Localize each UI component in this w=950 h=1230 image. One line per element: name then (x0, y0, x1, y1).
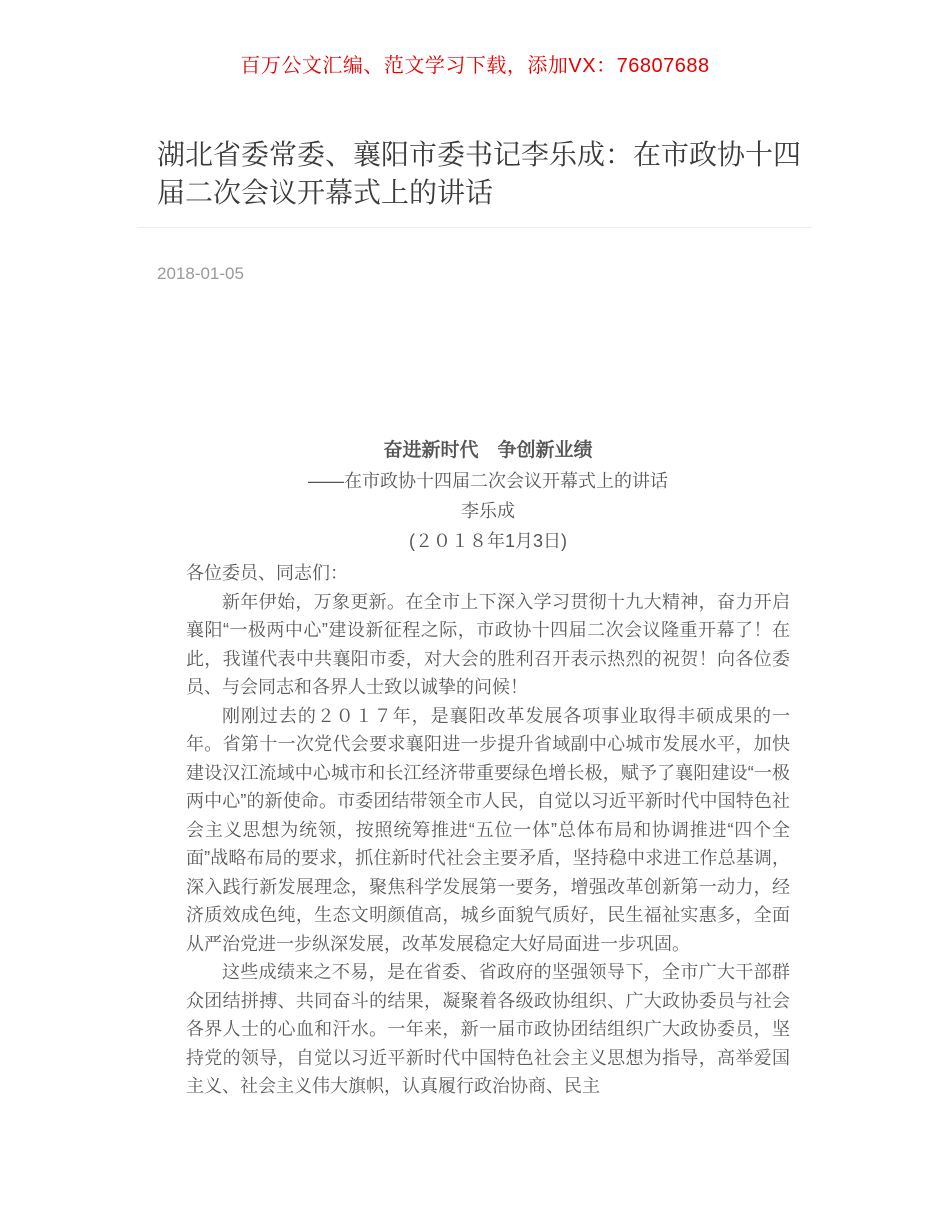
speech-heading: 奋进新时代 争创新业绩 (383, 440, 593, 461)
speech-paragraph: 这些成绩来之不易，是在省委、省政府的坚强领导下，全市广大干部群众团结拼搏、共同奋斗的结果，凝聚着各级政协组织、广大政协委员与社会各界人士的心血和汗水。一年来，新一届市政协团结组织广大政协委员，坚持党的领导，自觉以习近平新时代中国特色社会主义思想为指导，高举爱国主义、社会主义伟大旗帜，认真履行政治协商、民主 (186, 962, 790, 1096)
speech-paragraph: 刚刚过去的２０１７年，是襄阳改革发展各项事业取得丰硕成果的一年。省第十一次党代会要求襄阳进一步提升省域副中心城市发展水平，加快建设汉江流域中心城市和长江经济带重要绿色增长极，赋予了襄阳建设“一极两中心”的新使命。市委团结带领全市人民，自觉以习近平新时代中国特色社会主义思想为统领，按照统筹推进“五位一体”总体布局和协调推进“四个全面”战略布局的要求，抓住新时代社会主要矛盾，坚持稳中求进工作总基调，深入践行新发展理念，聚焦科学发展第一要务，增强改革创新第一动力，经济质效成色纯，生态文明颜值高，城乡面貌气质好，民生福祉实惠多，全面从严治党进一步纵深发展，改革发展稳定大好局面进一步巩固。 (186, 705, 790, 954)
promo-banner: 百万公文汇编、范文学习下载，添加VX：76807688 (240, 55, 710, 77)
article-container (138, 136, 812, 1101)
speech-author: 李乐成 (461, 501, 515, 521)
title-divider (138, 227, 812, 228)
speech-date: (２０１８年1月3日) (408, 531, 567, 551)
publish-date: 2018-01-05 (157, 264, 244, 283)
salutation-line: 各位委员、同志们： (186, 563, 348, 583)
speech-subtitle: ——在市政协十四届二次会议开幕式上的讲话 (308, 471, 668, 491)
speech-document (186, 436, 790, 1101)
speech-body (186, 559, 790, 1101)
speech-paragraph: 新年伊始，万象更新。在全市上下深入学习贯彻十九大精神，奋力开启襄阳“一极两中心”建设新征程之际，市政协十四届二次会议隆重开幕了！在此，我谨代表中共襄阳市委，对大会的胜利召开表示热烈的祝贺！向各位委员、与会同志和各界人士致以诚挚的问候！ (186, 591, 790, 697)
article-title: 湖北省委常委、襄阳市委书记李乐成：在市政协十四届二次会议开幕式上的讲话 (157, 139, 802, 208)
